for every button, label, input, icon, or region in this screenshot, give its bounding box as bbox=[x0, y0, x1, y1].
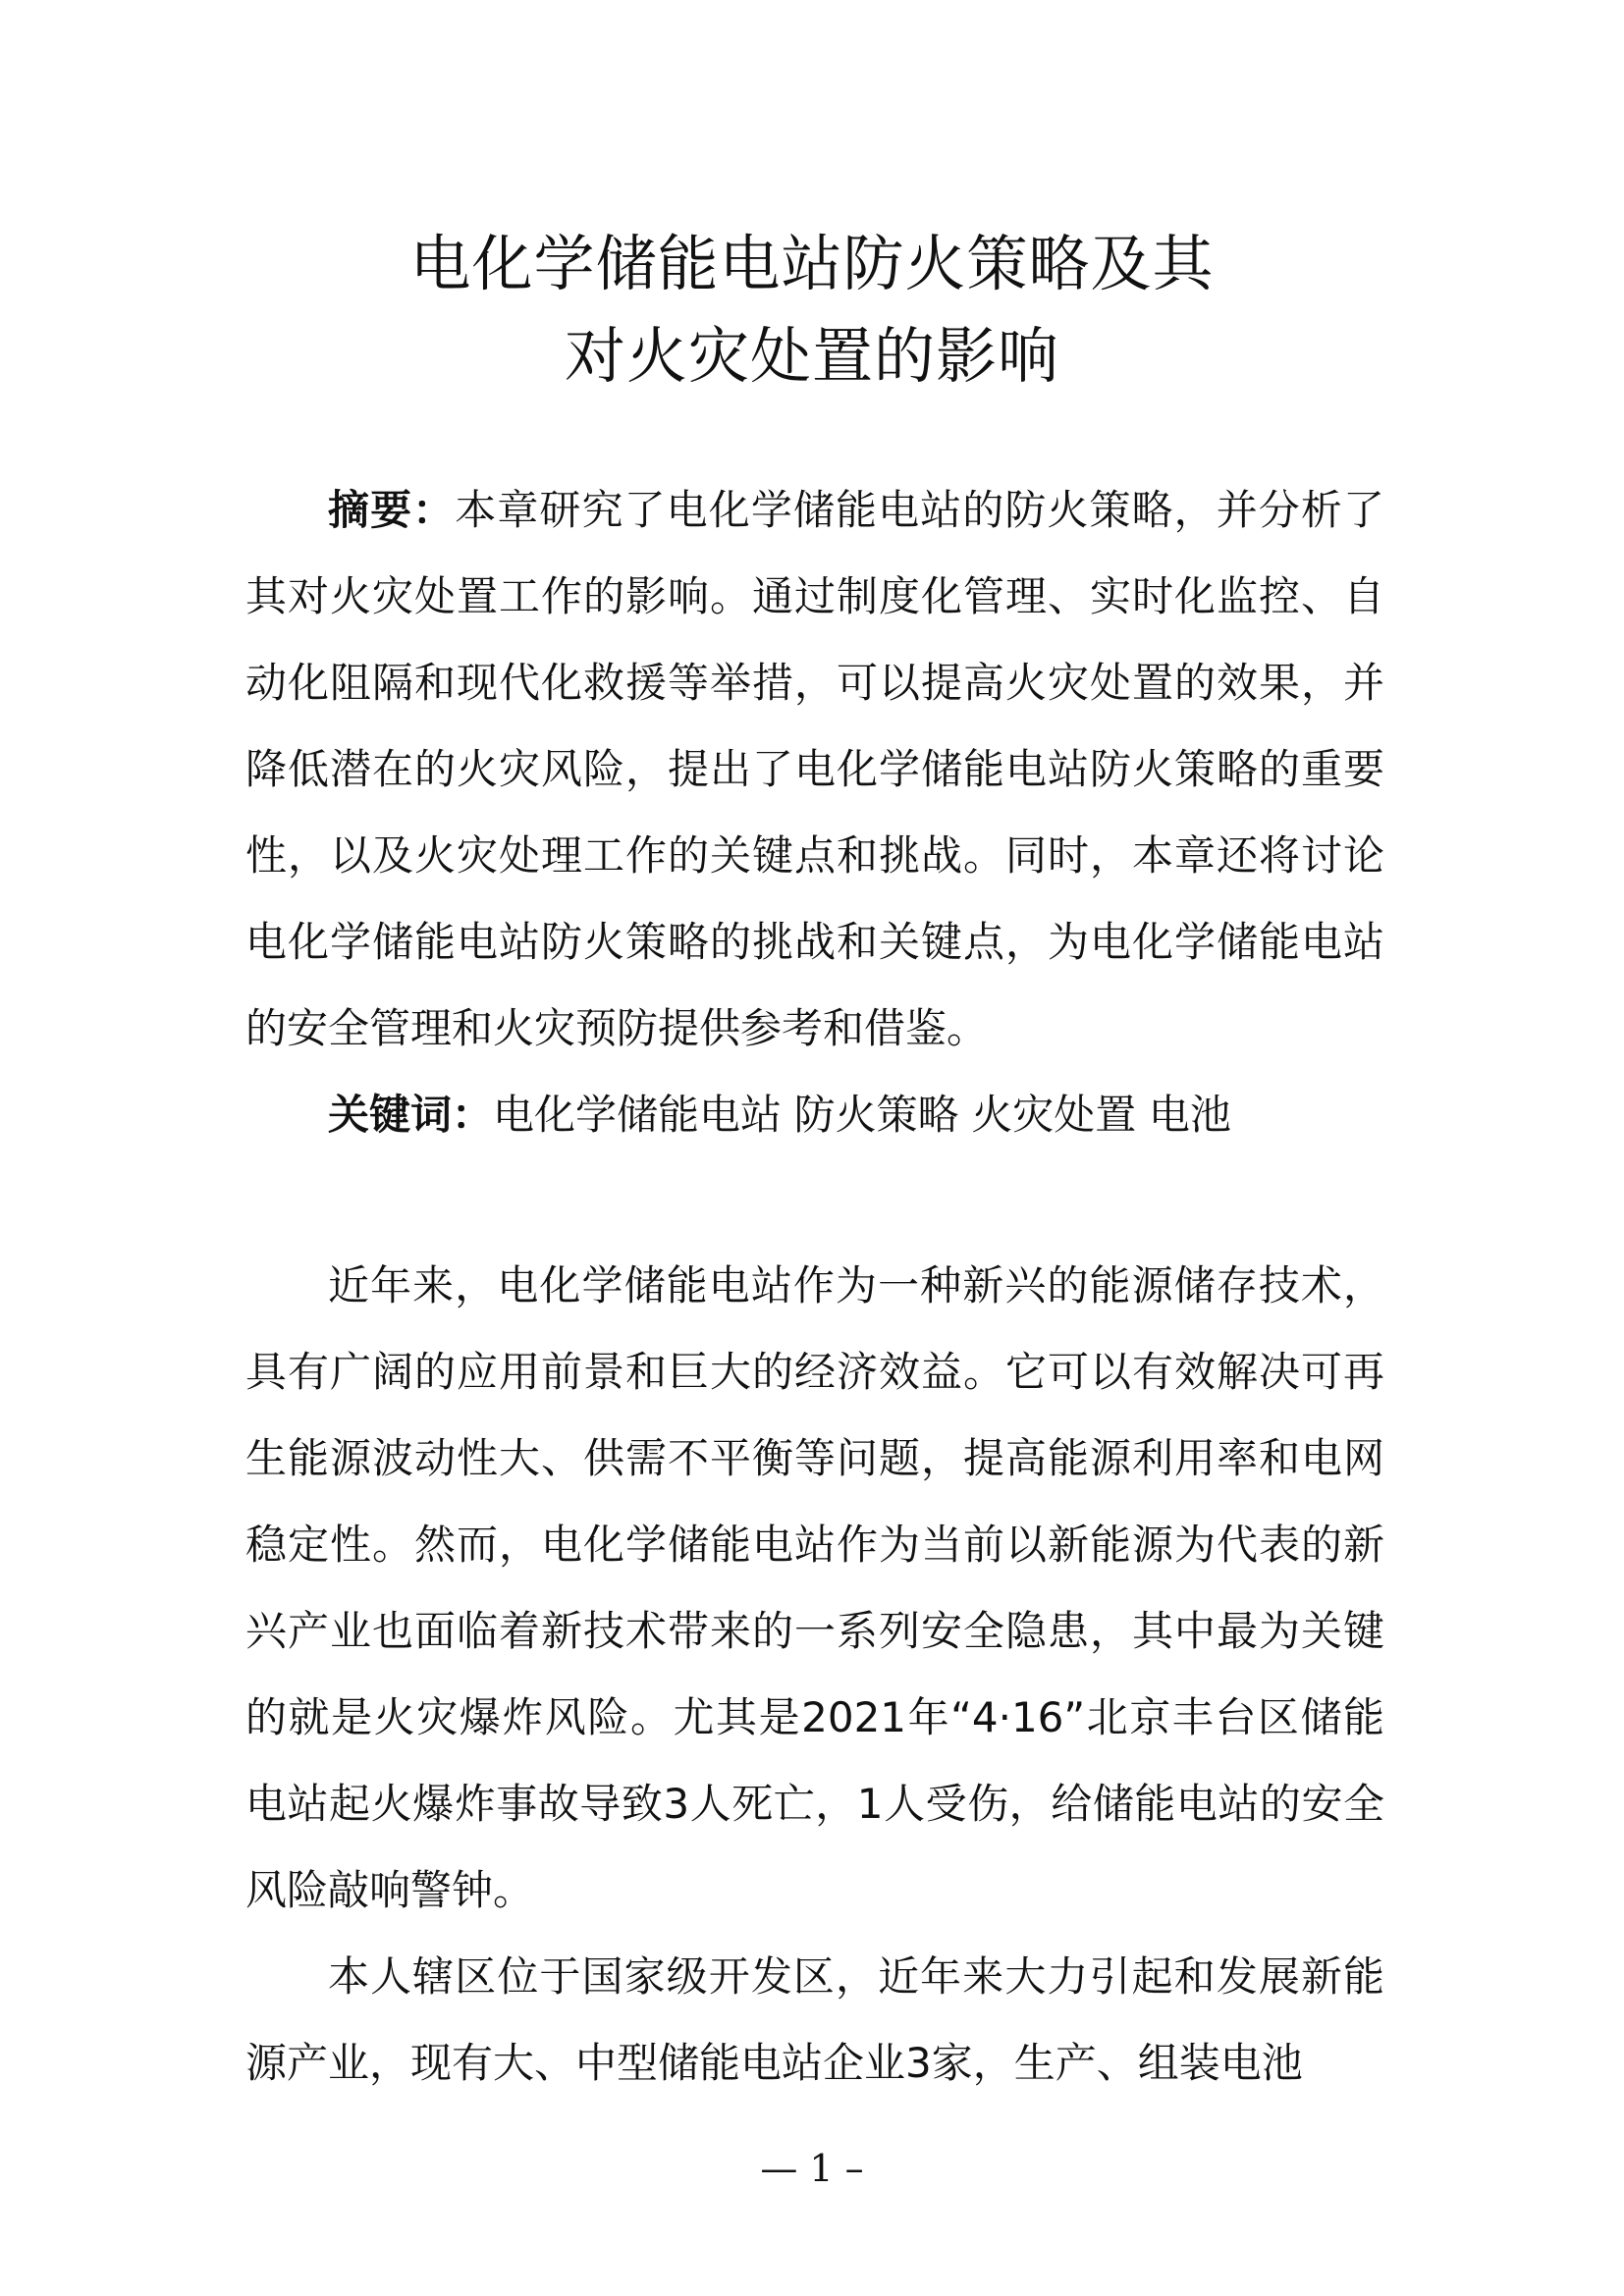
title-line-1: 电化学储能电站防火策略及其 bbox=[409, 228, 1215, 299]
abstract-text: 本章研究了电化学储能电站的防火策略，并分析了其对火灾处置工作的影响。通过制度化管理、实时化监控、自动化阻隔和现代化救援等举措，可以提高火灾处置的效果，并降低潜在的火灾风险，提出了电化学储能电站防火策略的重要性，以及火灾处理工作的关键点和挑战。同时，本章还将讨论电化学储能电站防火策略的挑战和关键点，为电化学储能电站的安全管理和火灾预防提供参考和借鉴。 bbox=[245, 486, 1384, 1052]
document-body bbox=[245, 467, 1384, 2107]
keyword-item: 电池 bbox=[1148, 1091, 1231, 1139]
keywords-paragraph bbox=[245, 1072, 1384, 1158]
body-paragraph-1: 近年来，电化学储能电站作为一种新兴的能源储存技术，具有广阔的应用前景和巨大的经济效益。它可以有效解决可再生能源波动性大、供需不平衡等问题，提高能源利用率和电网稳定性。然而，电化学储能电站作为当前以新能源为代表的新兴产业也面临着新技术带来的一系列安全隐患，其中最为关键的就是火灾爆炸风险。尤其是2021年“4·16”北京丰台区储能电站起火爆炸事故导致3人死亡，1人受伤，给储能电站的安全风险敲响警钟。 bbox=[245, 1261, 1384, 1914]
keyword-item: 防火策略 bbox=[793, 1091, 959, 1139]
keyword-item: 电化学储能电站 bbox=[493, 1091, 783, 1139]
keywords-label: 关键词： bbox=[328, 1091, 494, 1139]
title-line-2: 对火灾处置的影响 bbox=[564, 320, 1059, 392]
keyword-item: 火灾处置 bbox=[971, 1091, 1137, 1139]
section-spacer bbox=[245, 1158, 1384, 1243]
abstract-paragraph bbox=[245, 467, 1384, 1072]
body-paragraph-2: 本人辖区位于国家级开发区，近年来大力引起和发展新能源产业，现有大、中型储能电站企业3家，生产、组装电池 bbox=[245, 1952, 1384, 2087]
page-number: — 1 – bbox=[760, 2147, 864, 2190]
document-title bbox=[0, 218, 1624, 402]
abstract-label: 摘要： bbox=[328, 486, 456, 534]
